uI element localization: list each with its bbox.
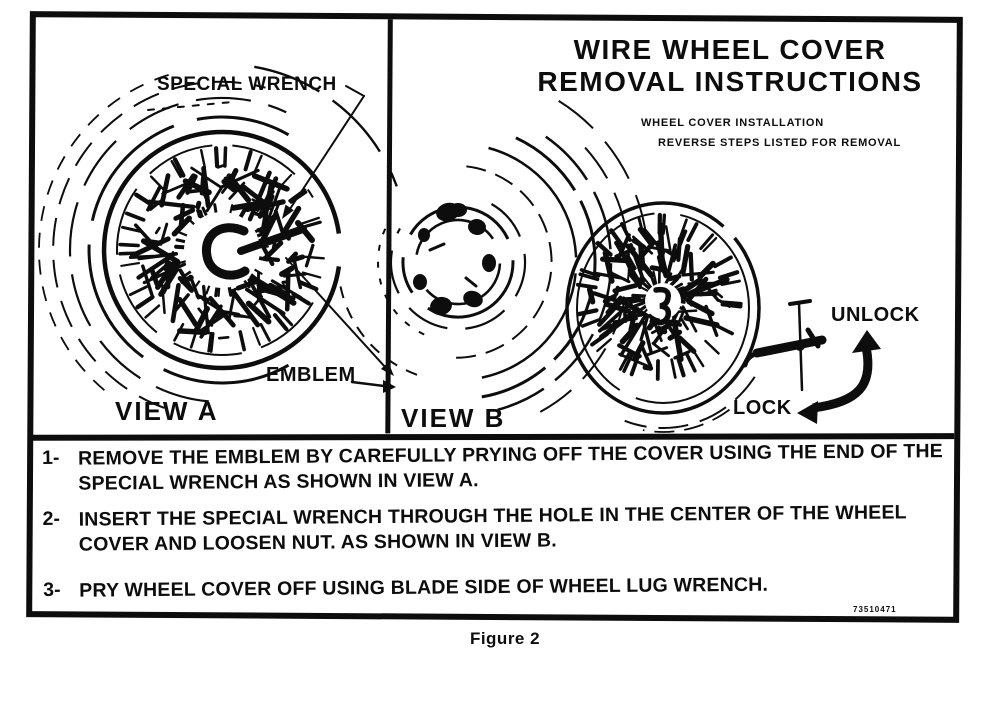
step-text: INSERT THE SPECIAL WRENCH THROUGH THE HOLE IN THE CENTER OF THE WHEEL	[78, 501, 907, 531]
lock-label: LOCK	[733, 397, 792, 419]
special-wrench-label: SPECIAL WRENCH	[157, 74, 337, 95]
part-number: 73510471	[853, 605, 897, 614]
step-number: 3-	[43, 578, 61, 601]
figure-title-line2: REMOVAL INSTRUCTIONS	[537, 66, 923, 97]
figure-subtitle-line1: WHEEL COVER INSTALLATION	[641, 117, 824, 129]
step-number: 2-	[42, 507, 61, 530]
instruction-step-2	[43, 500, 955, 558]
step-text: COVER AND LOOSEN NUT. AS SHOWN IN VIEW B.	[78, 529, 557, 556]
view-b-label: VIEW B	[401, 403, 506, 433]
figure-title	[520, 34, 940, 98]
step-number: 1-	[42, 446, 60, 469]
view-a-label: VIEW A	[115, 396, 219, 426]
step-text: SPECIAL WRENCH AS SHOWN IN VIEW A.	[78, 469, 479, 495]
figure-subtitle-line2: REVERSE STEPS LISTED FOR REMOVAL	[658, 137, 901, 149]
step-text: REMOVE THE EMBLEM BY CAREFULLY PRYING OFF THE COVER USING THE END OF THE	[78, 440, 944, 470]
instruction-step-3	[43, 571, 955, 604]
instruction-step-1	[42, 439, 954, 497]
figure-title-line1: WIRE WHEEL COVER	[573, 34, 887, 65]
unlock-label: UNLOCK	[831, 304, 920, 326]
panel-divider-vertical	[385, 19, 393, 433]
step-text: PRY WHEEL COVER OFF USING BLADE SIDE OF WHEEL LUG WRENCH.	[79, 573, 769, 602]
figure-caption: Figure 2	[469, 629, 541, 648]
instruction-list	[42, 439, 955, 615]
emblem-label: EMBLEM	[266, 364, 356, 386]
